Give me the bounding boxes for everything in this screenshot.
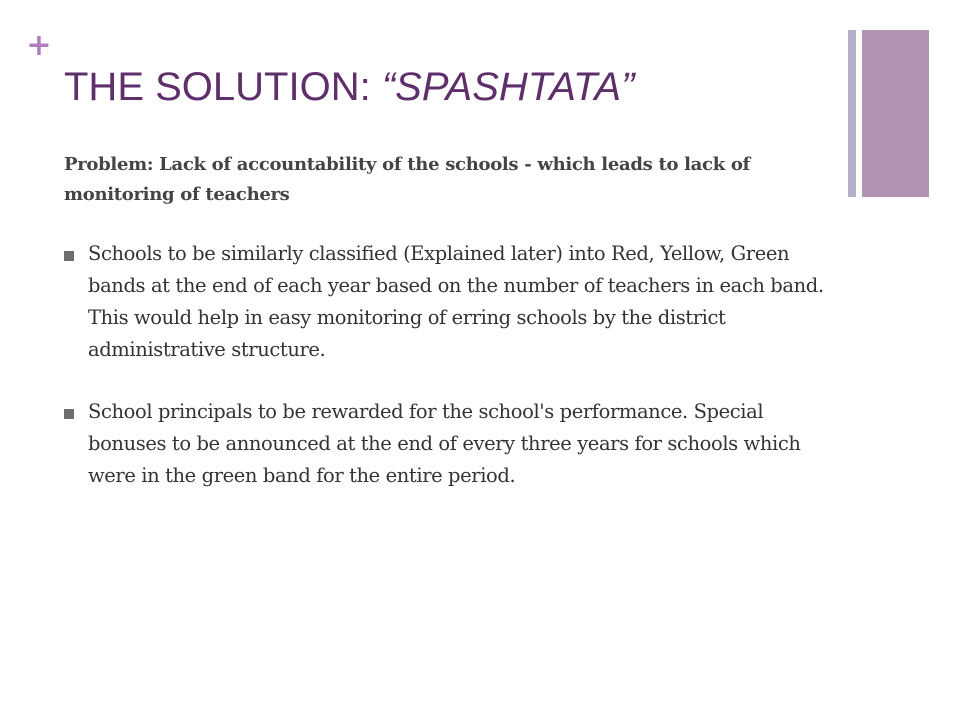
bullet-text: Schools to be similarly classified (Explained later) into Red, Yellow, Green bands at the end of each year based on the number of teachers in each band. This would help in easy monitoring of erring schools by the district administrative structure. bbox=[88, 242, 824, 361]
bullet-item-classification bbox=[64, 238, 844, 366]
accent-bar-thin bbox=[848, 30, 856, 197]
bullet-text: School principals to be rewarded for the school's performance. Special bonuses to be announced at the end of every three years for schools which were in the green band for the entire period. bbox=[88, 400, 801, 487]
plus-icon: + bbox=[26, 28, 52, 63]
square-bullet-icon bbox=[64, 409, 74, 419]
problem-statement: Problem: Lack of accountability of the schools - which leads to lack of monitoring of teachers bbox=[64, 154, 750, 205]
square-bullet-icon bbox=[64, 251, 74, 261]
slide-title bbox=[64, 60, 824, 114]
bullet-list bbox=[64, 238, 844, 522]
bullet-item-rewards bbox=[64, 396, 844, 492]
slide-title-quoted: “SPASHTATA” bbox=[381, 65, 635, 109]
accent-bar-thick bbox=[862, 30, 929, 197]
slide-title-prefix: THE SOLUTION: bbox=[64, 65, 382, 109]
